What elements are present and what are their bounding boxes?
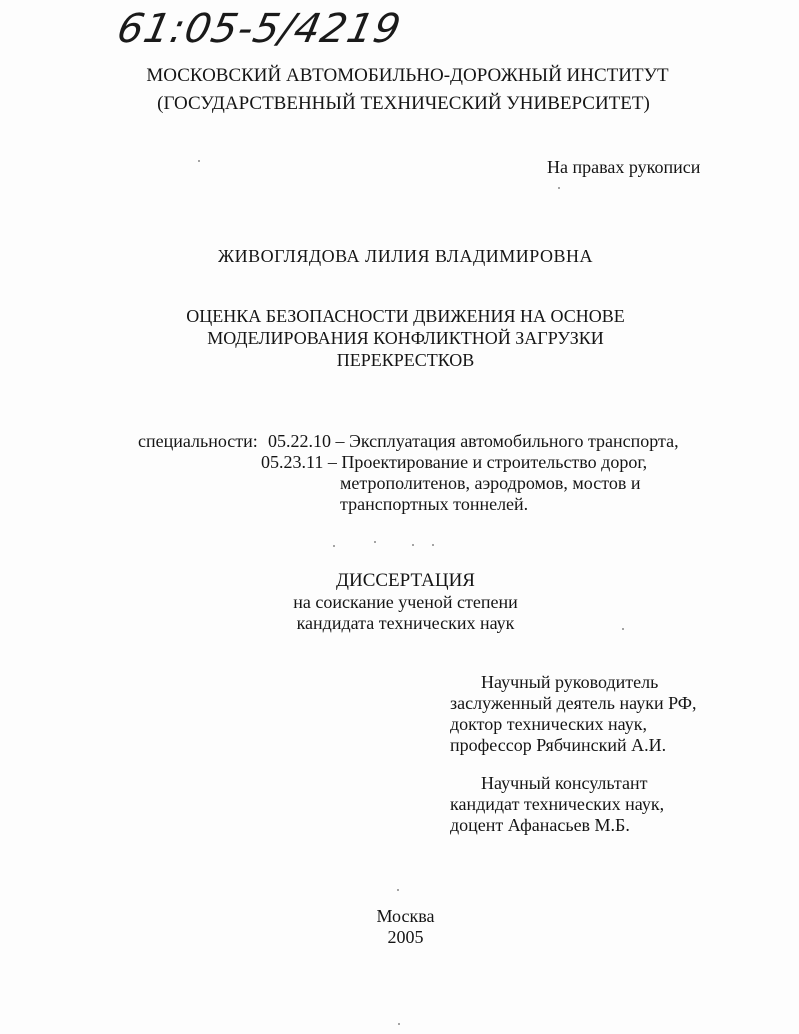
scan-speck (374, 541, 376, 543)
specialty-item: 05.23.11 – Проектирование и строительство дорог, (261, 452, 648, 472)
supervisor-role: Научный руководитель (481, 672, 659, 692)
supervisor-name: профессор Рябчинский А.И. (450, 735, 667, 755)
manuscript-rights-note: На правах рукописи (547, 157, 701, 177)
supervisor-detail: заслуженный деятель науки РФ, (450, 693, 697, 713)
consultant-role: Научный консультант (481, 773, 648, 793)
city: Москва (376, 906, 435, 926)
scan-speck (333, 545, 335, 547)
institution-name: МОСКОВСКИЙ АВТОМОБИЛЬНО-ДОРОЖНЫЙ ИНСТИТУТ (146, 65, 669, 86)
handwritten-archive-number: 61:05-5/4219 (113, 6, 406, 52)
thesis-title-line: МОДЕЛИРОВАНИЯ КОНФЛИКТНОЙ ЗАГРУЗКИ (207, 328, 604, 348)
scan-speck (412, 544, 414, 546)
specialties-label: специальности: (138, 431, 258, 451)
institution-subtitle: (ГОСУДАРСТВЕННЫЙ ТЕХНИЧЕСКИЙ УНИВЕРСИТЕТ) (157, 93, 650, 114)
specialty-item: 05.22.10 – Эксплуатация автомобильного транспорта, (268, 431, 679, 451)
author-name: ЖИВОГЛЯДОВА ЛИЛИЯ ВЛАДИМИРОВНА (217, 246, 593, 266)
consultant-detail: кандидат технических наук, (450, 794, 665, 814)
degree-line: на соискание ученой степени (293, 592, 518, 612)
scan-speck (198, 160, 200, 162)
thesis-title-line: ОЦЕНКА БЕЗОПАСНОСТИ ДВИЖЕНИЯ НА ОСНОВЕ (186, 306, 625, 326)
thesis-title-line: ПЕРЕКРЕСТКОВ (336, 350, 475, 370)
scan-speck (432, 544, 434, 546)
year: 2005 (387, 927, 424, 947)
consultant-name: доцент Афанасьев М.Б. (450, 815, 630, 835)
specialty-continuation: метрополитенов, аэродромов, мостов и (340, 473, 641, 493)
scan-speck (398, 1023, 400, 1025)
dissertation-heading: ДИССЕРТАЦИЯ (336, 570, 475, 591)
scan-speck (558, 187, 560, 189)
scan-speck (397, 889, 399, 891)
specialty-continuation: транспортных тоннелей. (340, 494, 529, 514)
supervisor-detail: доктор технических наук, (450, 714, 647, 734)
scan-speck (622, 628, 624, 630)
degree-line: кандидата технических наук (296, 613, 515, 633)
